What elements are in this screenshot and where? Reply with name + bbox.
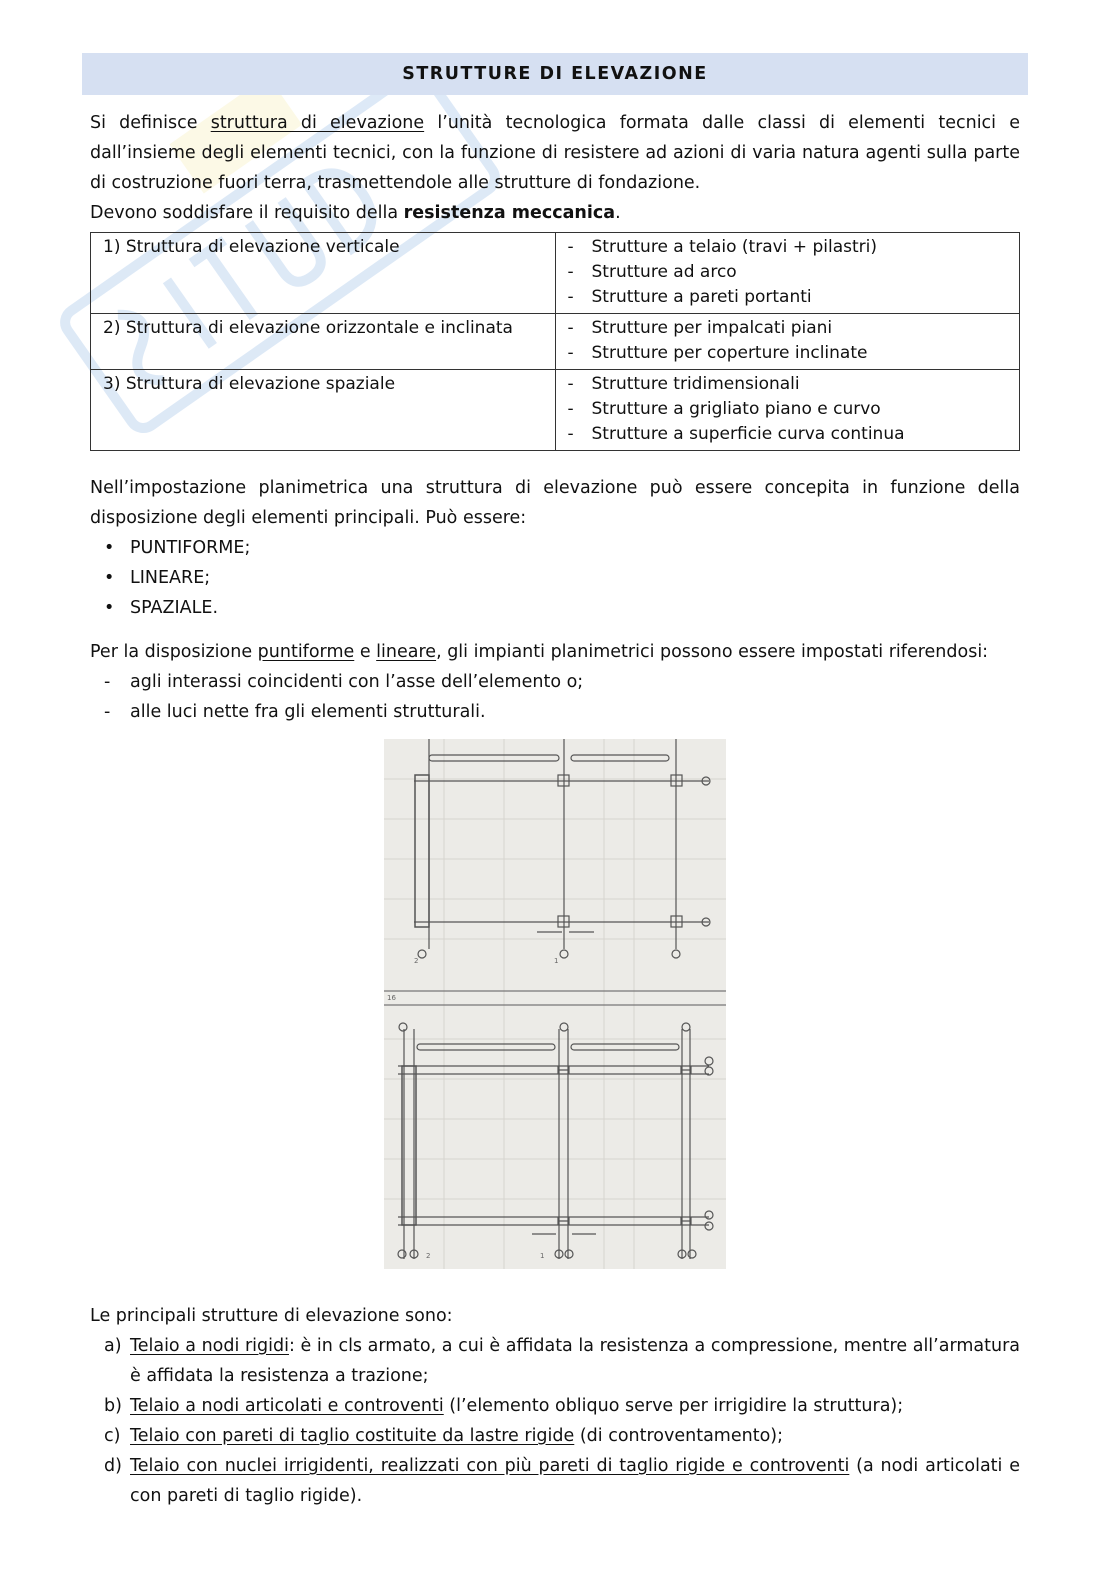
list-item: • LINEARE; bbox=[90, 563, 1020, 593]
list-item bbox=[90, 1391, 1020, 1421]
planimetric-paragraph: Nell’impostazione planimetrica una struttura di elevazione può essere concepita in funzione della bbox=[90, 478, 1020, 498]
requirement-bold: resistenza meccanica bbox=[403, 203, 616, 223]
term-struttura-di-elevazione: struttura di elevazione bbox=[210, 113, 425, 133]
main-structures-list bbox=[90, 1331, 1020, 1511]
list-item: • PUNTIFORME; bbox=[90, 533, 1020, 563]
figure-label-2-bot: 2 bbox=[426, 1252, 431, 1260]
term-lineare: lineare bbox=[376, 642, 437, 662]
intro-text-cont: l’unità tecnologica formata dalle classi di elementi tecnici e dall’insieme degli elementi tecnici, con la funzione di resistere ad azioni di varia natura agenti sulla parte di costruzione fuori terra, trasmettendole alle strutture di fondazione. bbox=[90, 113, 1020, 193]
item-text: (di controventamento); bbox=[574, 1426, 783, 1446]
disposition-text-and: e bbox=[354, 642, 377, 662]
item-text: (l’elemento obliquo serve per irrigidire la struttura); bbox=[443, 1396, 904, 1416]
table-cell-label: 1) Struttura di elevazione verticale bbox=[91, 233, 556, 314]
list-item: - Strutture a telaio (travi + pilastri) bbox=[568, 235, 1010, 260]
list-item: - Strutture a pareti portanti bbox=[568, 285, 1010, 310]
list-item bbox=[90, 1421, 1020, 1451]
item-marker: b) bbox=[104, 1396, 122, 1416]
figure-label-1-top: 1 bbox=[554, 957, 559, 965]
requirement-paragraph bbox=[90, 198, 1020, 228]
list-item: - Strutture per impalcati piani bbox=[568, 316, 1010, 341]
list-item: - alle luci nette fra gli elementi strutturali. bbox=[90, 697, 1020, 727]
figure-label-1-bot: 1 bbox=[540, 1252, 545, 1260]
disposition-text-cont: , gli impianti planimetrici possono essere impostati riferendosi: bbox=[436, 642, 989, 662]
item-marker: a) bbox=[104, 1336, 122, 1356]
document-body bbox=[90, 108, 1020, 1511]
classification-table bbox=[90, 232, 1020, 451]
list-item: - Strutture ad arco bbox=[568, 260, 1010, 285]
planimetric-paragraph-cont: disposizione degli elementi principali. Può essere: bbox=[90, 508, 527, 528]
requirement-text: Devono soddisfare il requisito della bbox=[90, 203, 404, 223]
table-cell-items bbox=[555, 233, 1020, 314]
table-cell-items bbox=[555, 314, 1020, 370]
intro-paragraph bbox=[90, 108, 1020, 198]
figure-label-2-top: 2 bbox=[414, 957, 419, 965]
item-term: Telaio con pareti di taglio costituite da lastre rigide bbox=[130, 1426, 575, 1446]
list-item: - Strutture tridimensionali bbox=[568, 372, 1010, 397]
figure-page-number: 16 bbox=[387, 994, 396, 1002]
table-row bbox=[91, 233, 1020, 314]
item-term: Telaio a nodi articolati e controventi bbox=[130, 1396, 444, 1416]
reference-list bbox=[90, 667, 1020, 727]
item-text: : è in cls armato, a cui è affidata la resistenza a compressione, mentre all’armatura è affidata la resistenza a trazione; bbox=[130, 1336, 1020, 1386]
table-row bbox=[91, 370, 1020, 451]
list-item: - agli interassi coincidenti con l’asse dell’elemento o; bbox=[90, 667, 1020, 697]
item-term: Telaio con nuclei irrigidenti, realizzati con più pareti di taglio rigide e controventi bbox=[130, 1456, 850, 1476]
list-item: • SPAZIALE. bbox=[90, 593, 1020, 623]
requirement-end: . bbox=[615, 203, 621, 223]
term-puntiforme: puntiforme bbox=[257, 642, 355, 662]
table-cell-items bbox=[555, 370, 1020, 451]
list-item: - Strutture a superficie curva continua bbox=[568, 422, 1010, 447]
list-item: - Strutture a grigliato piano e curvo bbox=[568, 397, 1010, 422]
item-marker: d) bbox=[104, 1456, 122, 1476]
disposition-types-list bbox=[90, 533, 1020, 623]
intro-text: Si definisce bbox=[90, 113, 211, 133]
item-term: Telaio a nodi rigidi bbox=[130, 1336, 289, 1356]
disposition-text: Per la disposizione bbox=[90, 642, 258, 662]
table-cell-label: 2) Struttura di elevazione orizzontale e inclinata bbox=[91, 314, 556, 370]
list-item: - Strutture per coperture inclinate bbox=[568, 341, 1010, 366]
table-row bbox=[91, 314, 1020, 370]
table-cell-label: 3) Struttura di elevazione spaziale bbox=[91, 370, 556, 451]
main-structures-lead: Le principali strutture di elevazione sono: bbox=[90, 1306, 453, 1326]
page-title: STRUTTURE DI ELEVAZIONE bbox=[82, 53, 1028, 95]
list-item bbox=[90, 1331, 1020, 1391]
item-marker: c) bbox=[104, 1426, 121, 1446]
disposition-paragraph bbox=[90, 637, 1020, 667]
list-item bbox=[90, 1451, 1020, 1511]
item-text: (a nodi articolati e con pareti di taglio rigide). bbox=[130, 1456, 1021, 1506]
structural-plan-figure bbox=[384, 739, 726, 1269]
